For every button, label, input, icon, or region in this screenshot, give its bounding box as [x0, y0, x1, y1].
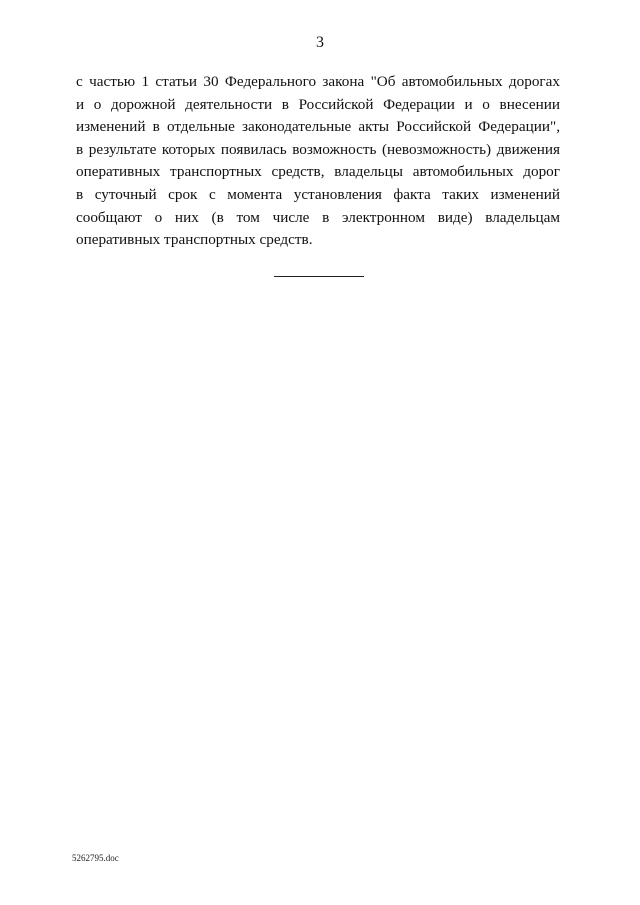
footer-filename: 5262795.doc	[72, 853, 119, 863]
paragraph-line: с частью 1 статьи 30 Федерального закона "Об автомобильных дорогах	[76, 73, 560, 90]
paragraph-line-last: оперативных транспортных средств.	[76, 231, 313, 249]
paragraph-line: оперативных транспортных средств, владельцы автомобильных дорог	[76, 163, 560, 181]
end-separator-line	[274, 276, 364, 277]
body-paragraph	[76, 71, 560, 252]
paragraph-line: и о дорожной деятельности в Российской Федерации и о внесении	[76, 95, 560, 113]
paragraph-line: изменений в отдельные законодательные акты Российской Федерации",	[76, 118, 560, 136]
paragraph-line: сообщают о них (в том числе в электронном виде) владельцам	[76, 208, 560, 226]
paragraph-line: в результате которых появилась возможность (невозможность) движения	[76, 140, 560, 158]
page-number: 3	[316, 34, 324, 51]
paragraph-line: в суточный срок с момента установления факта таких изменений	[76, 185, 560, 203]
